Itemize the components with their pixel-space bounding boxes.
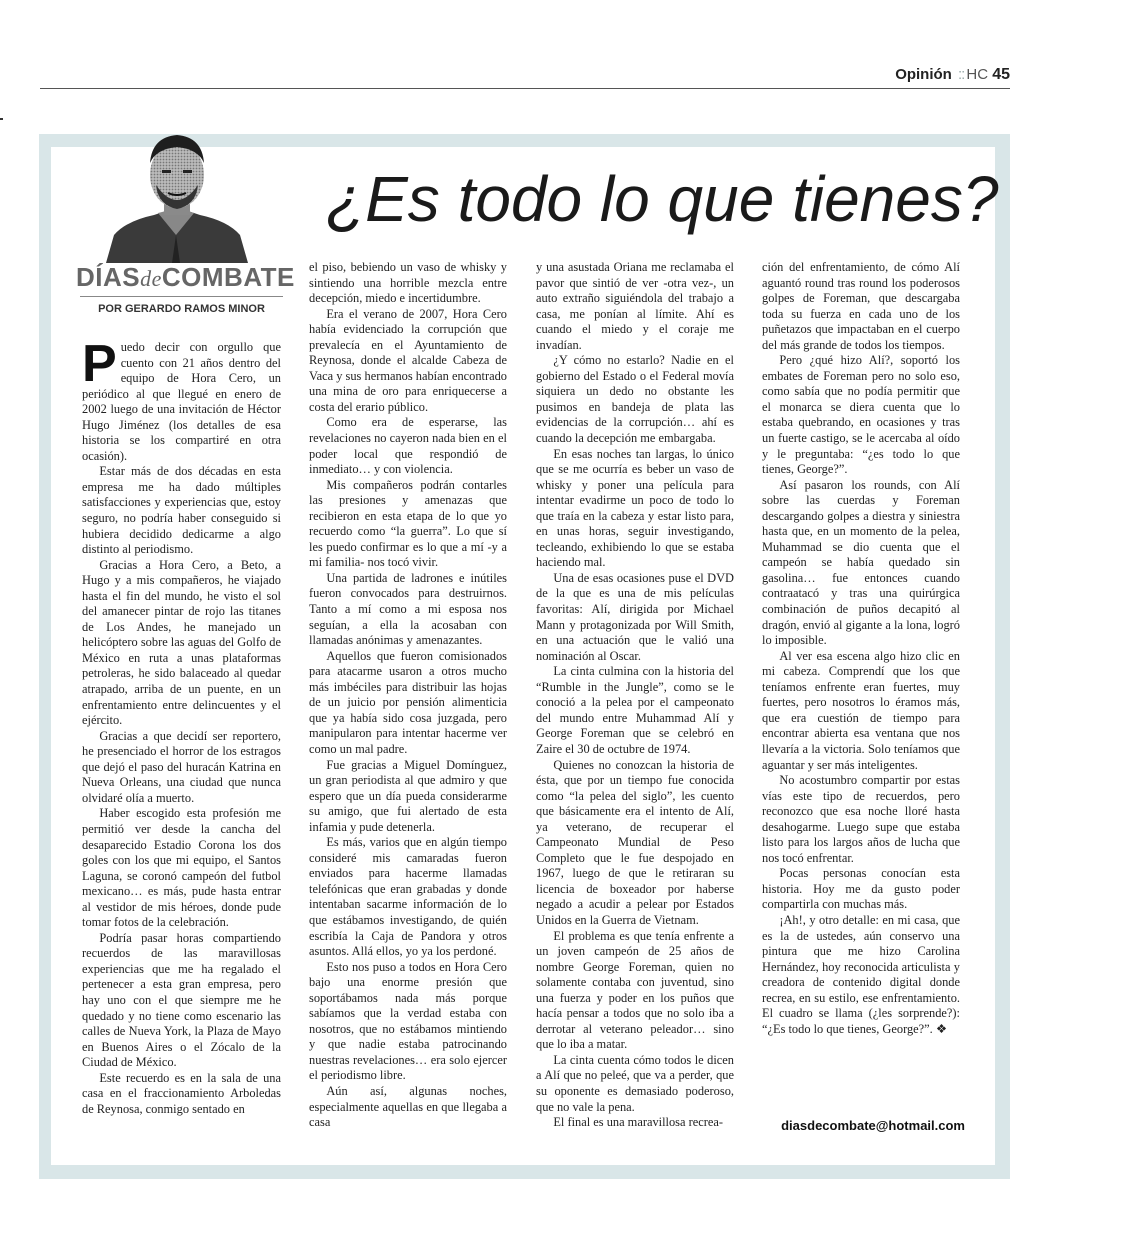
section-name: Opinión [895, 66, 952, 83]
folio-separator: :: [958, 66, 965, 83]
paragraph: Podría pasar horas compartiendo recuerdos de las maravillosas experiencias que me ha regalado el pertenecer a esta gran empresa, pero hay uno con el que siempre me he quedado y no tiene como escenario las calles de Nueva York, la Plaza de Mayo en Buenos Aires o el Zócalo de la Ciudad de México. [82, 930, 281, 1070]
column-title-part-b: COMBATE [161, 262, 295, 292]
paragraph: el piso, bebiendo un vaso de whisky y sintiendo una horrible mezcla entre decepción, miedo e incertidumbre. [309, 260, 507, 306]
paragraph: La cinta culmina con la historia del “Rumble in the Jungle”, como se le conoció a la pelea por el campeonato del mundo entre Muhammad Alí y George Foreman que se celebró en Zaire el 30 de octubre de 1974. [536, 664, 734, 756]
column-title [76, 262, 295, 293]
paragraph: Esto nos puso a todos en Hora Cero bajo una enorme presión que soportábamos nada más porque sabíamos que la verdad estaba con nosotros, que no estábamos mintiendo y que nadie estaba patrocinando nuestras revelaciones… era solo ejercer el periodismo libre. [309, 959, 507, 1083]
column-title-de: de [140, 266, 162, 291]
byline-rule [80, 296, 283, 297]
paragraph: Fue gracias a Miguel Domínguez, un gran periodista al que admiro y que espero que un día pueda considerarme su amigo, que fui alertado de esta infamia y pude detenerla. [309, 757, 507, 834]
paragraph: Una partida de ladrones e inútiles fueron convocados para destruirnos. Tanto a mí como a mi esposa nos seguían, a ella la acosaban con llamadas anónimas y amenazantes. [309, 570, 507, 648]
paragraph: El problema es que tenía enfrente a un joven campeón de 25 años de nombre George Foreman, quien no solamente contaba con juventud, sino una fuerza y poder en los puños que hacía pensar a todos que no solo iba a derrotar al veterano peleador… sino que lo iba a matar. [536, 928, 734, 1052]
byline: POR GERARDO RAMOS MINOR [98, 303, 265, 315]
column-title-part-a: DÍAS [76, 262, 141, 292]
paragraph: No acostumbro compartir por estas vías este tipo de recuerdos, pero reconozco que esa noche lloré hasta desahogarme. Luego supe que estaba listo para los largos años de lucha que nos tocó enfrentar. [762, 773, 960, 865]
text-column-4 [762, 260, 960, 1037]
paragraph: Aquellos que fueron comisionados para atacarme usaron a otros mucho más imbéciles para distribuir las hojas de un juicio por pensión alimenticia que ya había sido cosa juzgada, pero manipularon para intentar hacerme ver como un mal padre. [309, 648, 507, 756]
brand-mark: HC [966, 66, 989, 83]
author-email[interactable]: diasdecombate@hotmail.com [781, 1118, 965, 1133]
paragraph: y una asustada Oriana me reclamaba el pavor que sintió de ver -otra vez-, un auto extraño siguiéndola del trabajo a casa, me ponían al límite. Ahí es cuando el miedo y el coraje me invadían. [536, 260, 734, 352]
paragraph: ¿Y cómo no estarlo? Nadie en el gobierno del Estado o el Federal movía siquiera un dedo no obstante les pusimos en bandeja de plata las evidencias de la corrupción… ahí es cuando la decepción me embargaba. [536, 353, 734, 446]
paragraph: Una de esas ocasiones puse el DVD de la que es una de mis películas favoritas: Alí, dirigida por Michael Mann y protagonizada por Will Smith, en una actuación que le valió una nominación al Oscar. [536, 570, 734, 663]
paragraph: Así pasaron los rounds, con Alí sobre las cuerdas y Foreman descargando golpes a diestra y siniestra hasta que, en un momento de la pelea, Muhammad se dio cuenta que el campeón se había quedado sin gasolina… fue entonces cuando contraatacó y tras una quirúrgica combinación de puños decapitó al dragón, envió al gigante a la lona, logró lo imposible. [762, 477, 960, 648]
paragraph: En esas noches tan largas, lo único que se me ocurría es beber un vaso de whisky y poner una película para intentar evadirme un poco de todo lo que traía en la cabeza y estar listo para, en unas horas, seguir investigando, tecleando, exhibiendo lo que se estaba haciendo mal. [536, 446, 734, 570]
paragraph: Haber escogido esta profesión me permitió ver desde la cancha del desaparecido Estadio Corona los dos goles con los que mi equipo, el Santos Laguna, se coronó campeón del futbol mexicano… es más, pude hasta entrar al vestidor de mis héroes, donde pude tomar fotos de la celebración. [82, 806, 281, 930]
paragraph: Mis compañeros podrán contarles las presiones y amenazas que recibieron en esta etapa de lo que yo recuerdo como “la guerra”. Lo que sí les puedo confirmar es lo que a mí -y a mi familia- nos tocó vivir. [309, 477, 507, 570]
paragraph: Era el verano de 2007, Hora Cero había evidenciado la corrupción que prevalecía en el Ayuntamiento de Reynosa, donde el alcalde Cabeza de Vaca y sus hermanos habían encontrado una mina de oro para enriquecerse a costa del erario público. [309, 306, 507, 414]
paragraph: ción del enfrentamiento, de cómo Alí aguantó round tras round los poderosos golpes de Foreman, que descargaba toda su fuerza en cada uno de los puñetazos que impactaban en el cuerpo del más grande de todos los tiempos. [762, 260, 960, 352]
paragraph: Estar más de dos décadas en esta empresa me ha dado múltiples satisfacciones y experiencias que, estoy seguro, no podría haber conseguido si hubiera decidido dedicarme a algo distinto al periodismo. [82, 464, 281, 557]
paragraph: La cinta cuenta cómo todos le dicen a Alí que no peleé, que va a perder, que su oponente es demasiado poderoso, que no vale la pena. [536, 1052, 734, 1114]
page-header [40, 66, 1010, 89]
drop-cap: P [82, 335, 117, 393]
paragraph: Es más, varios que en algún tiempo consideré mis camaradas fueron enviados para hacerme llamadas telefónicas que eran grabadas y donde intentaban sacarme información de lo que estábamos investigando, de quién escribía la Caja de Pandora y otros asuntos. Allá ellos, yo ya los perdoné. [309, 835, 507, 959]
text-column-1 [82, 335, 281, 1117]
paragraph: Puedo decir con orgullo que cuento con 21 años dentro del equipo de Hora Cero, un periódico al que llegué en enero de 2002 luego de una invitación de Héctor Hugo Jiménez (los detalles de esa historia se los compartiré en otra ocasión). [82, 335, 281, 463]
paragraph: Como era de esperarse, las revelaciones no cayeron nada bien en el poder local que respondió de inmediato… y con violencia. [309, 415, 507, 477]
author-portrait [96, 125, 256, 263]
page-number: 45 [992, 66, 1010, 83]
section-folio [895, 66, 1010, 84]
paragraph: Quienes no conozcan la historia de ésta, que por un tiempo fue conocida como “la pelea del siglo”, les cuento que básicamente era el intento de Alí, ya veterano, de recuperar el Campeonato Mundial de Peso Completo que le fue despojado en 1967, luego de que le retiraran su licencia de boxeador por haberse negado a acudir a pelear por Estados Unidos en la Guerra de Vietnam. [536, 757, 734, 927]
text-column-2 [309, 260, 507, 1131]
paragraph: Este recuerdo es en la sala de una casa en el fraccionamiento Arboledas de Reynosa, conmigo sentado en [82, 1070, 281, 1116]
paragraph: Pero ¿qué hizo Alí?, soportó los embates de Foreman pero no solo eso, como sabía que no podía permitir que el monarca se diera cuenta que lo estaba quebrando, en ocasiones y tras un fuerte castigo, se le acercaba al oído y le preguntaba: “¿es todo lo que tienes, George?”. [762, 353, 960, 477]
paragraph: Gracias a Hora Cero, a Beto, a Hugo y a mis compañeros, he viajado hasta el fin del mundo, he visto el sol del amanecer pintar de rojo las titanes de Los Andes, he manejado un helicóptero sobre las aguas del Golfo de México en ruta a unas plataformas petroleras, he sido balaceado al quedar atrapado, arriba de un puente, en un enfrentamiento entre delincuentes y el ejército. [82, 557, 281, 728]
paragraph: Aún así, algunas noches, especialmente aquellas en que llegaba a casa [309, 1083, 507, 1130]
text-column-3 [536, 260, 734, 1131]
paragraph: Gracias a que decidí ser reportero, he presenciado el horror de los estragos que dejó el paso del huracán Katrina en Nueva Orleans, una ciudad que nunca olvidaré olía a muerto. [82, 728, 281, 805]
paragraph: El final es una maravillosa recrea- [553, 1115, 723, 1130]
paragraph: Pocas personas conocían esta historia. Hoy me da gusto poder compartirla con muchas más. [762, 866, 960, 912]
paragraph: ¡Ah!, y otro detalle: en mi casa, que es la de ustedes, aún conservo una pintura que me hizo Carolina Hernández, hoy reconocida articulista y creadora de contenido digital donde recrea, en su estilo, ese enfrentamiento. El cuadro se llama (¿les sorprende?): “¿Es todo lo que tienes, George?”. ❖ [762, 912, 960, 1036]
paragraph: Al ver esa escena algo hizo clic en mi cabeza. Comprendí que los que teníamos enfrente eran fuertes, muy fuertes, pero nosotros lo éramos más, que era cuestión de tiempo para encontrar abierta esa ventana que nos llevaría a la victoria. Solo teníamos que aguantar y ser más inteligentes. [762, 648, 960, 772]
headline: ¿Es todo lo que tienes? [326, 163, 999, 235]
margin-mark [0, 118, 3, 120]
